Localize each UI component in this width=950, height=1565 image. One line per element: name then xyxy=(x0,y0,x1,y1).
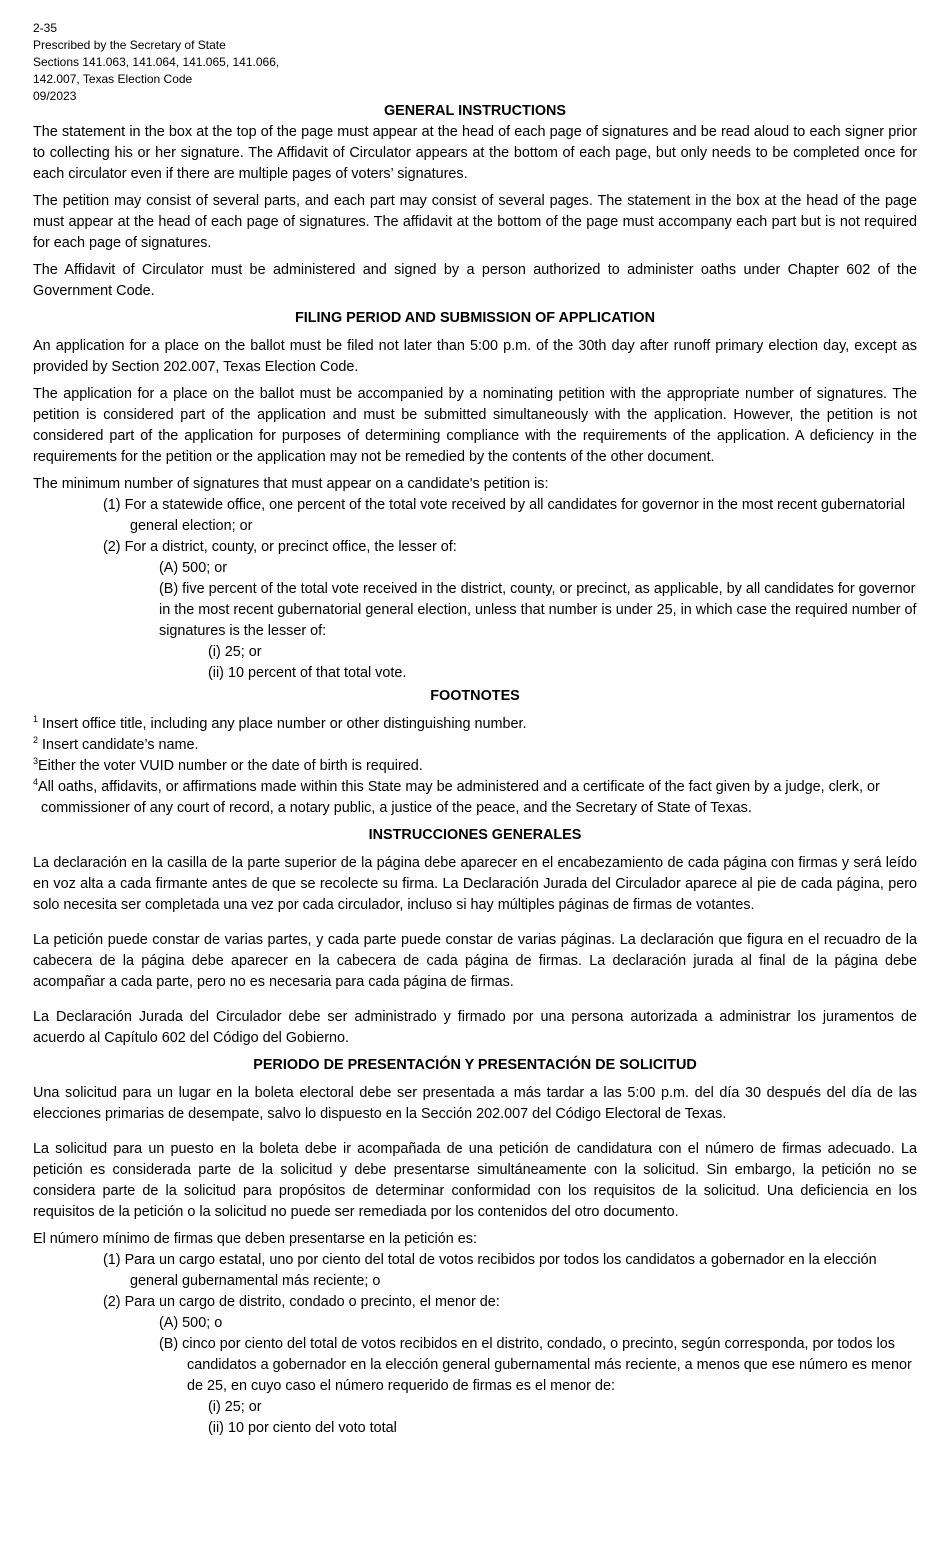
instrucciones-paragraph-1: La declaración en la casilla de la parte superior de la página debe aparecer en el encabezamiento de cada página con firmas y será leído en voz alta a cada firmante antes de que se recolecte su firma. La Declaración Jurada del Circulador aparece al pie de cada página, pero solo necesita ser completada una vez por cada circulador, incluso si hay múltiples páginas de firmas de votantes. xyxy=(33,855,917,913)
instructions-page xyxy=(33,20,917,1439)
footnote-2 xyxy=(33,735,917,756)
form-header xyxy=(33,20,917,105)
list-item-2b-i: (i) 25; or xyxy=(208,644,262,660)
list-item-2: (2) For a district, county, or precinct office, the lesser of: xyxy=(103,539,457,555)
footnote-3-text: Either the voter VUID number or the date of birth is required. xyxy=(38,758,423,774)
periodo-presentacion-title: PERIODO DE PRESENTACIÓN Y PRESENTACIÓN DE SOLICITUD xyxy=(253,1057,697,1073)
lista-item-2b-i: (i) 25; or xyxy=(208,1399,262,1415)
footnote-3-mark: 3 xyxy=(33,756,39,766)
footnote-2-text: Insert candidate’s name. xyxy=(42,737,199,753)
footnote-1 xyxy=(33,714,917,735)
list-item-2b-ii: (ii) 10 percent of that total vote. xyxy=(208,665,407,681)
sections-line-2: 142.007, Texas Election Code xyxy=(33,72,193,86)
footnote-4-mark: 4 xyxy=(33,777,39,787)
general-paragraph-2: The petition may consist of several parts, and each part may consist of several pages. The statement in the box at the head of the page must appear at the head of each page of signatures. The affidavit at the bottom of the page must accompany each part but is not required for each page of signatures. xyxy=(33,193,917,251)
instrucciones-paragraph-3: La Declaración Jurada del Circulador debe ser administrado y firmado por una persona autorizada a administrar los juramentos de acuerdo al Capítulo 602 del Código del Gobierno. xyxy=(33,1009,917,1046)
sections-line-1: Sections 141.063, 141.064, 141.065, 141.066, xyxy=(33,55,280,69)
revision-date: 09/2023 xyxy=(33,89,77,103)
lista-item-2b-ii: (ii) 10 por ciento del voto total xyxy=(208,1420,397,1436)
numero-minimo-intro: El número mínimo de firmas que deben presentarse en la petición es: xyxy=(33,1231,477,1247)
footnotes-title: FOOTNOTES xyxy=(430,688,520,704)
periodo-paragraph-1: Una solicitud para un lugar en la boleta electoral debe ser presentada a más tardar a las 5:00 p.m. del día 30 después del día de las elecciones primarias de desempate, salvo lo dispuesto en la Sección 202.007 del Código Electoral de Texas. xyxy=(33,1085,917,1122)
footnote-2-mark: 2 xyxy=(33,735,39,745)
general-paragraph-3: The Affidavit of Circulator must be administered and signed by a person authorized to administer oaths under Chapter 602 of the Government Code. xyxy=(33,262,917,299)
lista-item-2a: (A) 500; o xyxy=(159,1315,223,1331)
general-paragraph-1: The statement in the box at the top of the page must appear at the head of each page of signatures and be read aloud to each signer prior to collecting his or her signature. The Affidavit of Circulator appears at the bottom of each page, but only needs to be completed once for each circulator even if there are multiple pages of voters’ signatures. xyxy=(33,124,917,182)
footnote-1-mark: 1 xyxy=(33,714,39,724)
lista-item-2: (2) Para un cargo de distrito, condado o precinto, el menor de: xyxy=(103,1294,500,1310)
list-item-2a: (A) 500; or xyxy=(159,560,227,576)
filing-period-title: FILING PERIOD AND SUBMISSION OF APPLICATION xyxy=(294,310,656,326)
footnote-4-text: All oaths, affidavits, or affirmations made within this State may be administered and a certificate of the fact given by a judge, clerk, or commissioner of any court of record, a notary public, a justice of the peace, and the Secretary of State of Texas. xyxy=(38,779,880,816)
instrucciones-generales-title: INSTRUCCIONES GENERALES xyxy=(368,827,582,843)
filing-paragraph-2: The application for a place on the ballot must be accompanied by a nominating petition with the appropriate number of signatures. The petition is considered part of the application and must be submitted simultaneously with the application. However, the petition is not considered part of the application for purposes of determining compliance with the requirements of the application. A deficiency in the requirements for the petition or the application may not be remedied by the contents of the other document. xyxy=(33,386,917,465)
instrucciones-paragraph-2: La petición puede constar de varias partes, y cada parte puede constar de varias páginas. La declaración que figura en el recuadro de la cabecera de la página debe aparecer en la cabecera de cada página de firmas. La declaración jurada al final de la página debe acompañar a cada parte, pero no es necesaria para cada página de firmas. xyxy=(33,932,917,990)
filing-paragraph-1: An application for a place on the ballot must be filed not later than 5:00 p.m. of the 30th day after runoff primary election day, except as provided by Section 202.007, Texas Election Code. xyxy=(33,338,917,375)
footnote-1-text: Insert office title, including any place number or other distinguishing number. xyxy=(42,716,527,732)
lista-item-2b: (B) cinco por ciento del total de votos recibidos en el distrito, condado, o precinto, según corresponda, por todos los candidatos a gobernador en la elección general gubernamental más reciente, a menos que ese número es menor de 25, en cuyo caso el número requerido de firmas es el menor de: xyxy=(159,1336,912,1394)
list-item-2b: (B) five percent of the total vote received in the district, county, or precinct, as applicable, by all candidates for governor in the most recent gubernatorial general election, unless that number is under 25, in which case the required number of signatures is the lesser of: xyxy=(159,581,917,639)
minimum-signatures-intro: The minimum number of signatures that must appear on a candidate's petition is: xyxy=(33,476,549,492)
prescribed-line: Prescribed by the Secretary of State xyxy=(33,38,226,52)
periodo-paragraph-2: La solicitud para un puesto en la boleta debe ir acompañada de una petición de candidatura con el número de firmas adecuado. La petición es considerada parte de la solicitud y debe presentarse simultáneamente con la solicitud. Sin embargo, la petición no se considera parte de la solicitud para propósitos de determinar conformidad con los requisitos de la solicitud. Una deficiencia en los requisitos de la petición o la solicitud no puede ser remediada por los contenidos del otro documento. xyxy=(33,1141,917,1220)
general-instructions-title: GENERAL INSTRUCTIONS xyxy=(383,103,567,119)
lista-item-1: (1) Para un cargo estatal, uno por ciento del total de votos recibidos por todos los candidatos a gobernador en la elección general gubernamental más reciente; o xyxy=(103,1252,877,1289)
footnote-4 xyxy=(33,777,917,819)
list-item-1: (1) For a statewide office, one percent of the total vote received by all candidates for governor in the most recent gubernatorial general election; or xyxy=(103,497,906,534)
footnote-3 xyxy=(33,756,917,777)
form-number: 2-35 xyxy=(33,21,58,35)
